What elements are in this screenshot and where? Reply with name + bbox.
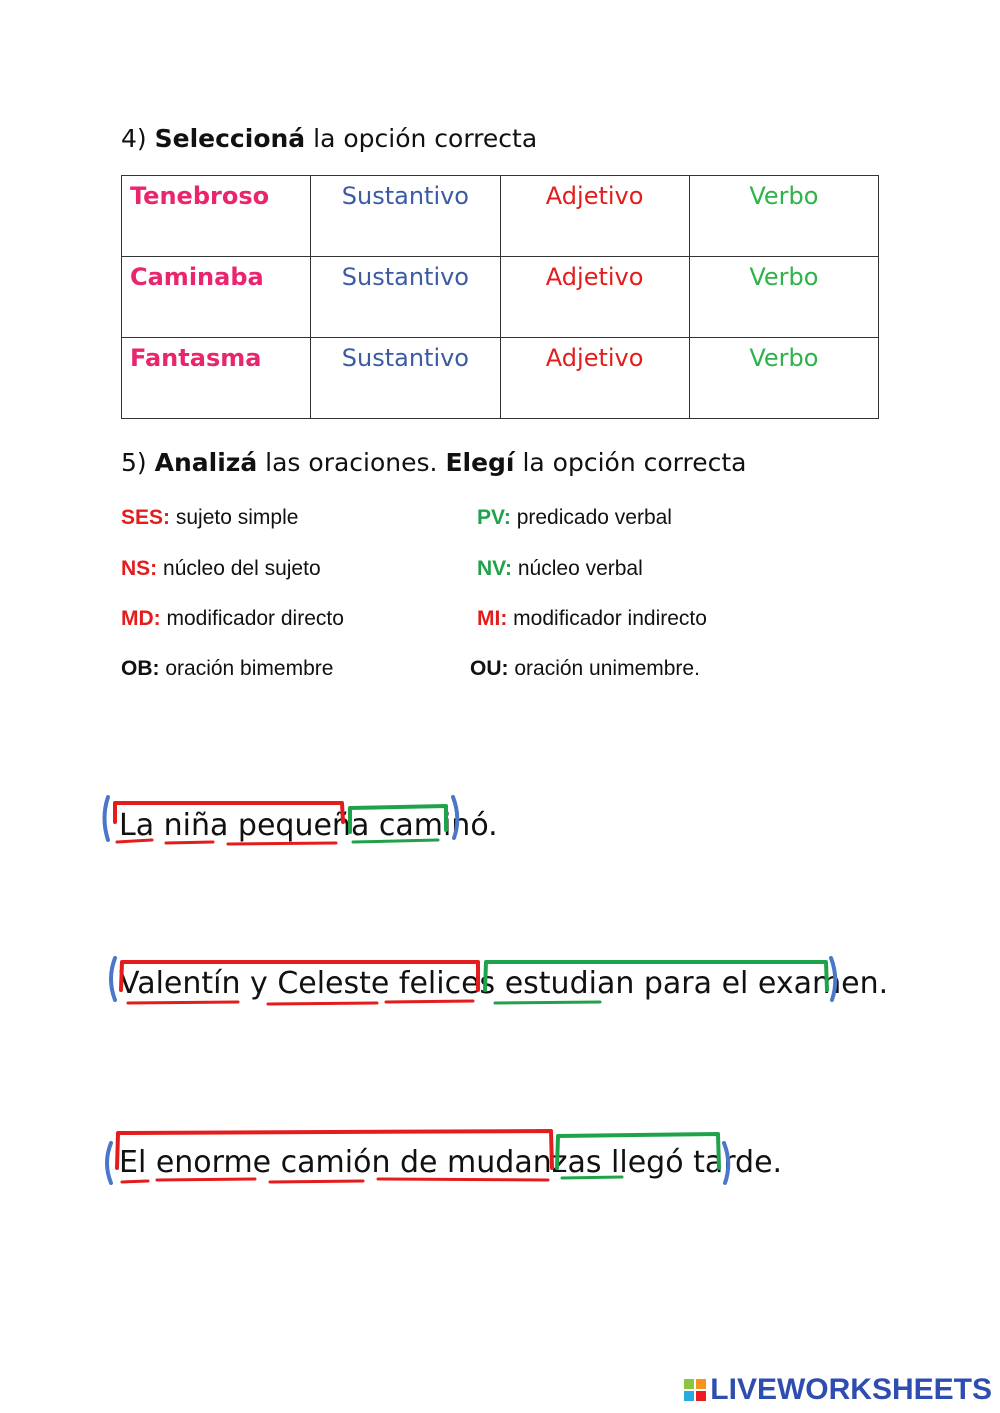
legend-abbr: OB: — [121, 657, 160, 680]
legend-abbr: MI: — [477, 607, 508, 630]
legend-text: modificador directo — [166, 607, 344, 630]
option-verbo[interactable]: Verbo — [689, 257, 878, 338]
section-5-heading — [121, 448, 746, 477]
table-row — [122, 176, 879, 257]
underline-ns — [270, 1181, 363, 1182]
section-4-instruction-bold: Seleccioná — [154, 124, 306, 153]
legend-ou — [470, 657, 700, 681]
table-row — [122, 338, 879, 419]
liveworksheets-logo — [684, 1373, 992, 1407]
sentence-2[interactable]: Valentín y Celeste felices estudian para el examen. — [119, 966, 889, 1001]
section-5-instruction: la opción correcta — [522, 448, 747, 477]
legend-text: oración unimembre. — [514, 657, 700, 680]
option-sustantivo[interactable]: Sustantivo — [311, 338, 500, 419]
section-5-instruction-mid: las oraciones. — [265, 448, 438, 477]
word-cell: Caminaba — [122, 257, 311, 338]
sentence-1[interactable]: La niña pequeña caminó. — [119, 808, 498, 843]
legend-abbr: OU: — [470, 657, 509, 680]
section-4-instruction: la opción correcta — [313, 124, 538, 153]
legend-text: predicado verbal — [516, 506, 672, 529]
legend-nv — [477, 557, 643, 581]
option-verbo[interactable]: Verbo — [689, 338, 878, 419]
legend-md — [121, 607, 344, 631]
legend-ns — [121, 557, 321, 581]
legend-text: modificador indirecto — [513, 607, 707, 630]
legend-pv — [477, 506, 672, 530]
brand-name: LIVEWORKSHEETS — [710, 1373, 992, 1406]
option-verbo[interactable]: Verbo — [689, 176, 878, 257]
section-5-instruction-bold-2: Elegí — [445, 448, 515, 477]
legend-text: oración bimembre — [165, 657, 334, 680]
sentence-3[interactable]: El enorme camión de mudanzas llegó tarde. — [119, 1145, 783, 1180]
sentence-bracket-left — [107, 1143, 111, 1183]
underline-md — [122, 1181, 148, 1182]
legend-text: núcleo verbal — [517, 557, 643, 580]
section-5-instruction-bold-1: Analizá — [154, 448, 258, 477]
underline-ns — [268, 1003, 377, 1004]
option-adjetivo[interactable]: Adjetivo — [500, 176, 689, 257]
liveworksheets-icon — [684, 1379, 706, 1401]
legend-abbr: MD: — [121, 607, 161, 630]
option-sustantivo[interactable]: Sustantivo — [311, 257, 500, 338]
legend-ob — [121, 657, 333, 681]
underline-nv — [495, 1002, 600, 1003]
section-4-heading — [121, 124, 537, 153]
underline-ns — [128, 1002, 238, 1003]
option-adjetivo[interactable]: Adjetivo — [500, 257, 689, 338]
underline-md — [386, 1001, 473, 1002]
legend-abbr: NS: — [121, 557, 158, 580]
legend-text: sujeto simple — [175, 506, 299, 529]
legend-abbr: PV: — [477, 506, 511, 529]
word-class-table — [121, 175, 879, 419]
section-5-number: 5) — [121, 448, 147, 477]
table-row — [122, 257, 879, 338]
sentence-bracket-left — [111, 958, 115, 1000]
legend-text: núcleo del sujeto — [163, 557, 321, 580]
legend-abbr: NV: — [477, 557, 513, 580]
option-adjetivo[interactable]: Adjetivo — [500, 338, 689, 419]
underline-md — [228, 843, 336, 844]
legend-ses — [121, 506, 298, 530]
section-4-number: 4) — [121, 124, 147, 153]
option-sustantivo[interactable]: Sustantivo — [311, 176, 500, 257]
sentence-bracket-left — [105, 797, 109, 840]
word-cell: Tenebroso — [122, 176, 311, 257]
word-cell: Fantasma — [122, 338, 311, 419]
legend-mi — [477, 607, 707, 631]
legend-abbr: SES: — [121, 506, 171, 529]
